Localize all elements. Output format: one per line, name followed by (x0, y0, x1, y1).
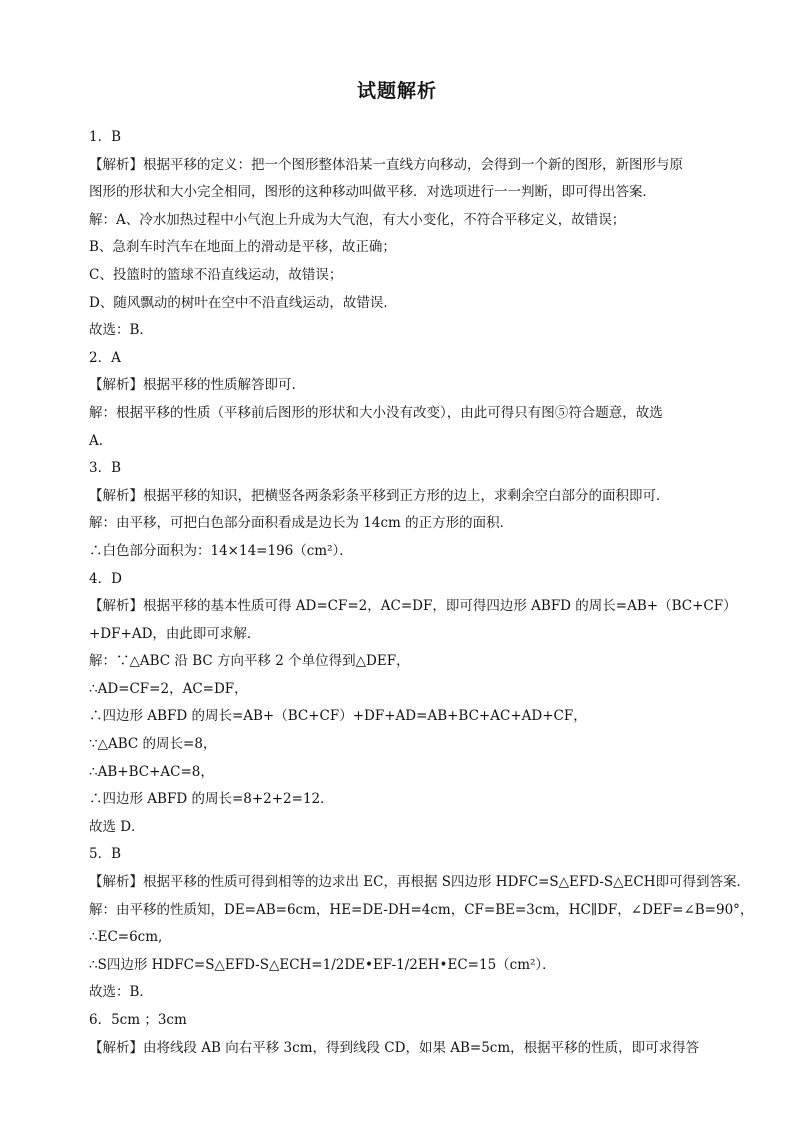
answer-4: 4．D (89, 570, 122, 587)
answer-2: 2．A (89, 349, 121, 366)
answer-3: 3．B (89, 460, 122, 477)
solution-1-a: 解：A、冷水加热过程中小气泡上升成为大气泡，有大小变化，不符合平移定义，故错误； (89, 211, 626, 228)
solution-4-step2: ∴AD=CF=2，AC=DF， (89, 680, 248, 697)
solution-5-step2: ∴EC=6cm, (89, 929, 163, 946)
document-body (89, 124, 754, 1062)
answer-5: 5．B (89, 846, 122, 863)
choice-5: 故选：B． (89, 984, 153, 1001)
solution-2-cont: A. (89, 432, 104, 449)
solution-1-c: C、投篮时的篮球不沿直线运动，故错误； (89, 266, 343, 283)
page-title: 试题解析 (356, 80, 437, 102)
analysis-2: 【解析】根据平移的性质解答即可. (89, 377, 296, 394)
analysis-1-cont: 图形的形状和大小完全相同，图形的这种移动叫做平移．对选项进行一一判断，即可得出答案． (89, 184, 656, 201)
analysis-4-cont: +DF+AD，由此即可求解． (89, 625, 261, 642)
analysis-3: 【解析】根据平移的知识，把横竖各两条彩条平移到正方形的边上，求剩余空白部分的面积即可． (89, 487, 670, 504)
analysis-1: 【解析】根据平移的定义：把一个图形整体沿某一直线方向移动，会得到一个新的图形，新图形与原 (89, 156, 683, 173)
solution-5-step3: ∴S四边形 HDFC=S△EFD-S△ECH=1/2DE•EF-1/2EH•EC=15（cm²）． (89, 956, 556, 973)
solution-4-step6: ∴四边形 ABFD 的周长=8+2+2=12． (89, 791, 334, 808)
solution-1-d: D、随风飘动的树叶在空中不沿直线运动，故错误． (89, 294, 397, 311)
solution-2: 解：根据平移的性质（平移前后图形的形状和大小没有改变），由此可得只有图⑤符合题意，故选 (89, 404, 663, 421)
choice-1: 故选：B． (89, 322, 153, 339)
analysis-4: 【解析】根据平移的基本性质可得 AD=CF=2，AC=DF，即可得四边形 ABFD 的周长=AB+（BC+CF） (89, 598, 737, 615)
answer-1: 1．B (89, 129, 122, 145)
solution-4-step1: 解：∵△ABC 沿 BC 方向平移 2 个单位得到△DEF， (89, 653, 410, 670)
solution-4-step5: ∴AB+BC+AC=8， (89, 763, 214, 780)
solution-4-step3: ∴四边形 ABFD 的周长=AB+（BC+CF）+DF+AD=AB+BC+AC+AD+CF， (89, 708, 587, 725)
solution-1-b: B、急刹车时汽车在地面上的滑动是平移，故正确； (89, 239, 396, 256)
solution-5-step1: 解：由平移的性质知，DE=AB=6cm，HE=DE-DH=4cm，CF=BE=3cm，HC∥DF，∠DEF=∠B=90°， (89, 901, 754, 918)
analysis-6: 【解析】由将线段 AB 向右平移 3cm，得到线段 CD，如果 AB=5cm，根据平移的性质，即可求得答 (89, 1039, 700, 1056)
solution-3: 解：由平移，可把白色部分面积看成是边长为 14cm 的正方形的面积． (89, 515, 514, 532)
solution-4-step4: ∵△ABC 的周长=8， (89, 736, 217, 753)
solution-3-result: ∴白色部分面积为：14×14=196（cm²）． (89, 542, 353, 559)
choice-4: 故选 D． (89, 818, 145, 835)
analysis-5: 【解析】根据平移的性质可得到相等的边求出 EC，再根据 S四边形 HDFC=S△EFD-S△ECH即可得到答案． (89, 874, 750, 891)
answer-6: 6．5cm ；3cm (89, 1012, 187, 1028)
